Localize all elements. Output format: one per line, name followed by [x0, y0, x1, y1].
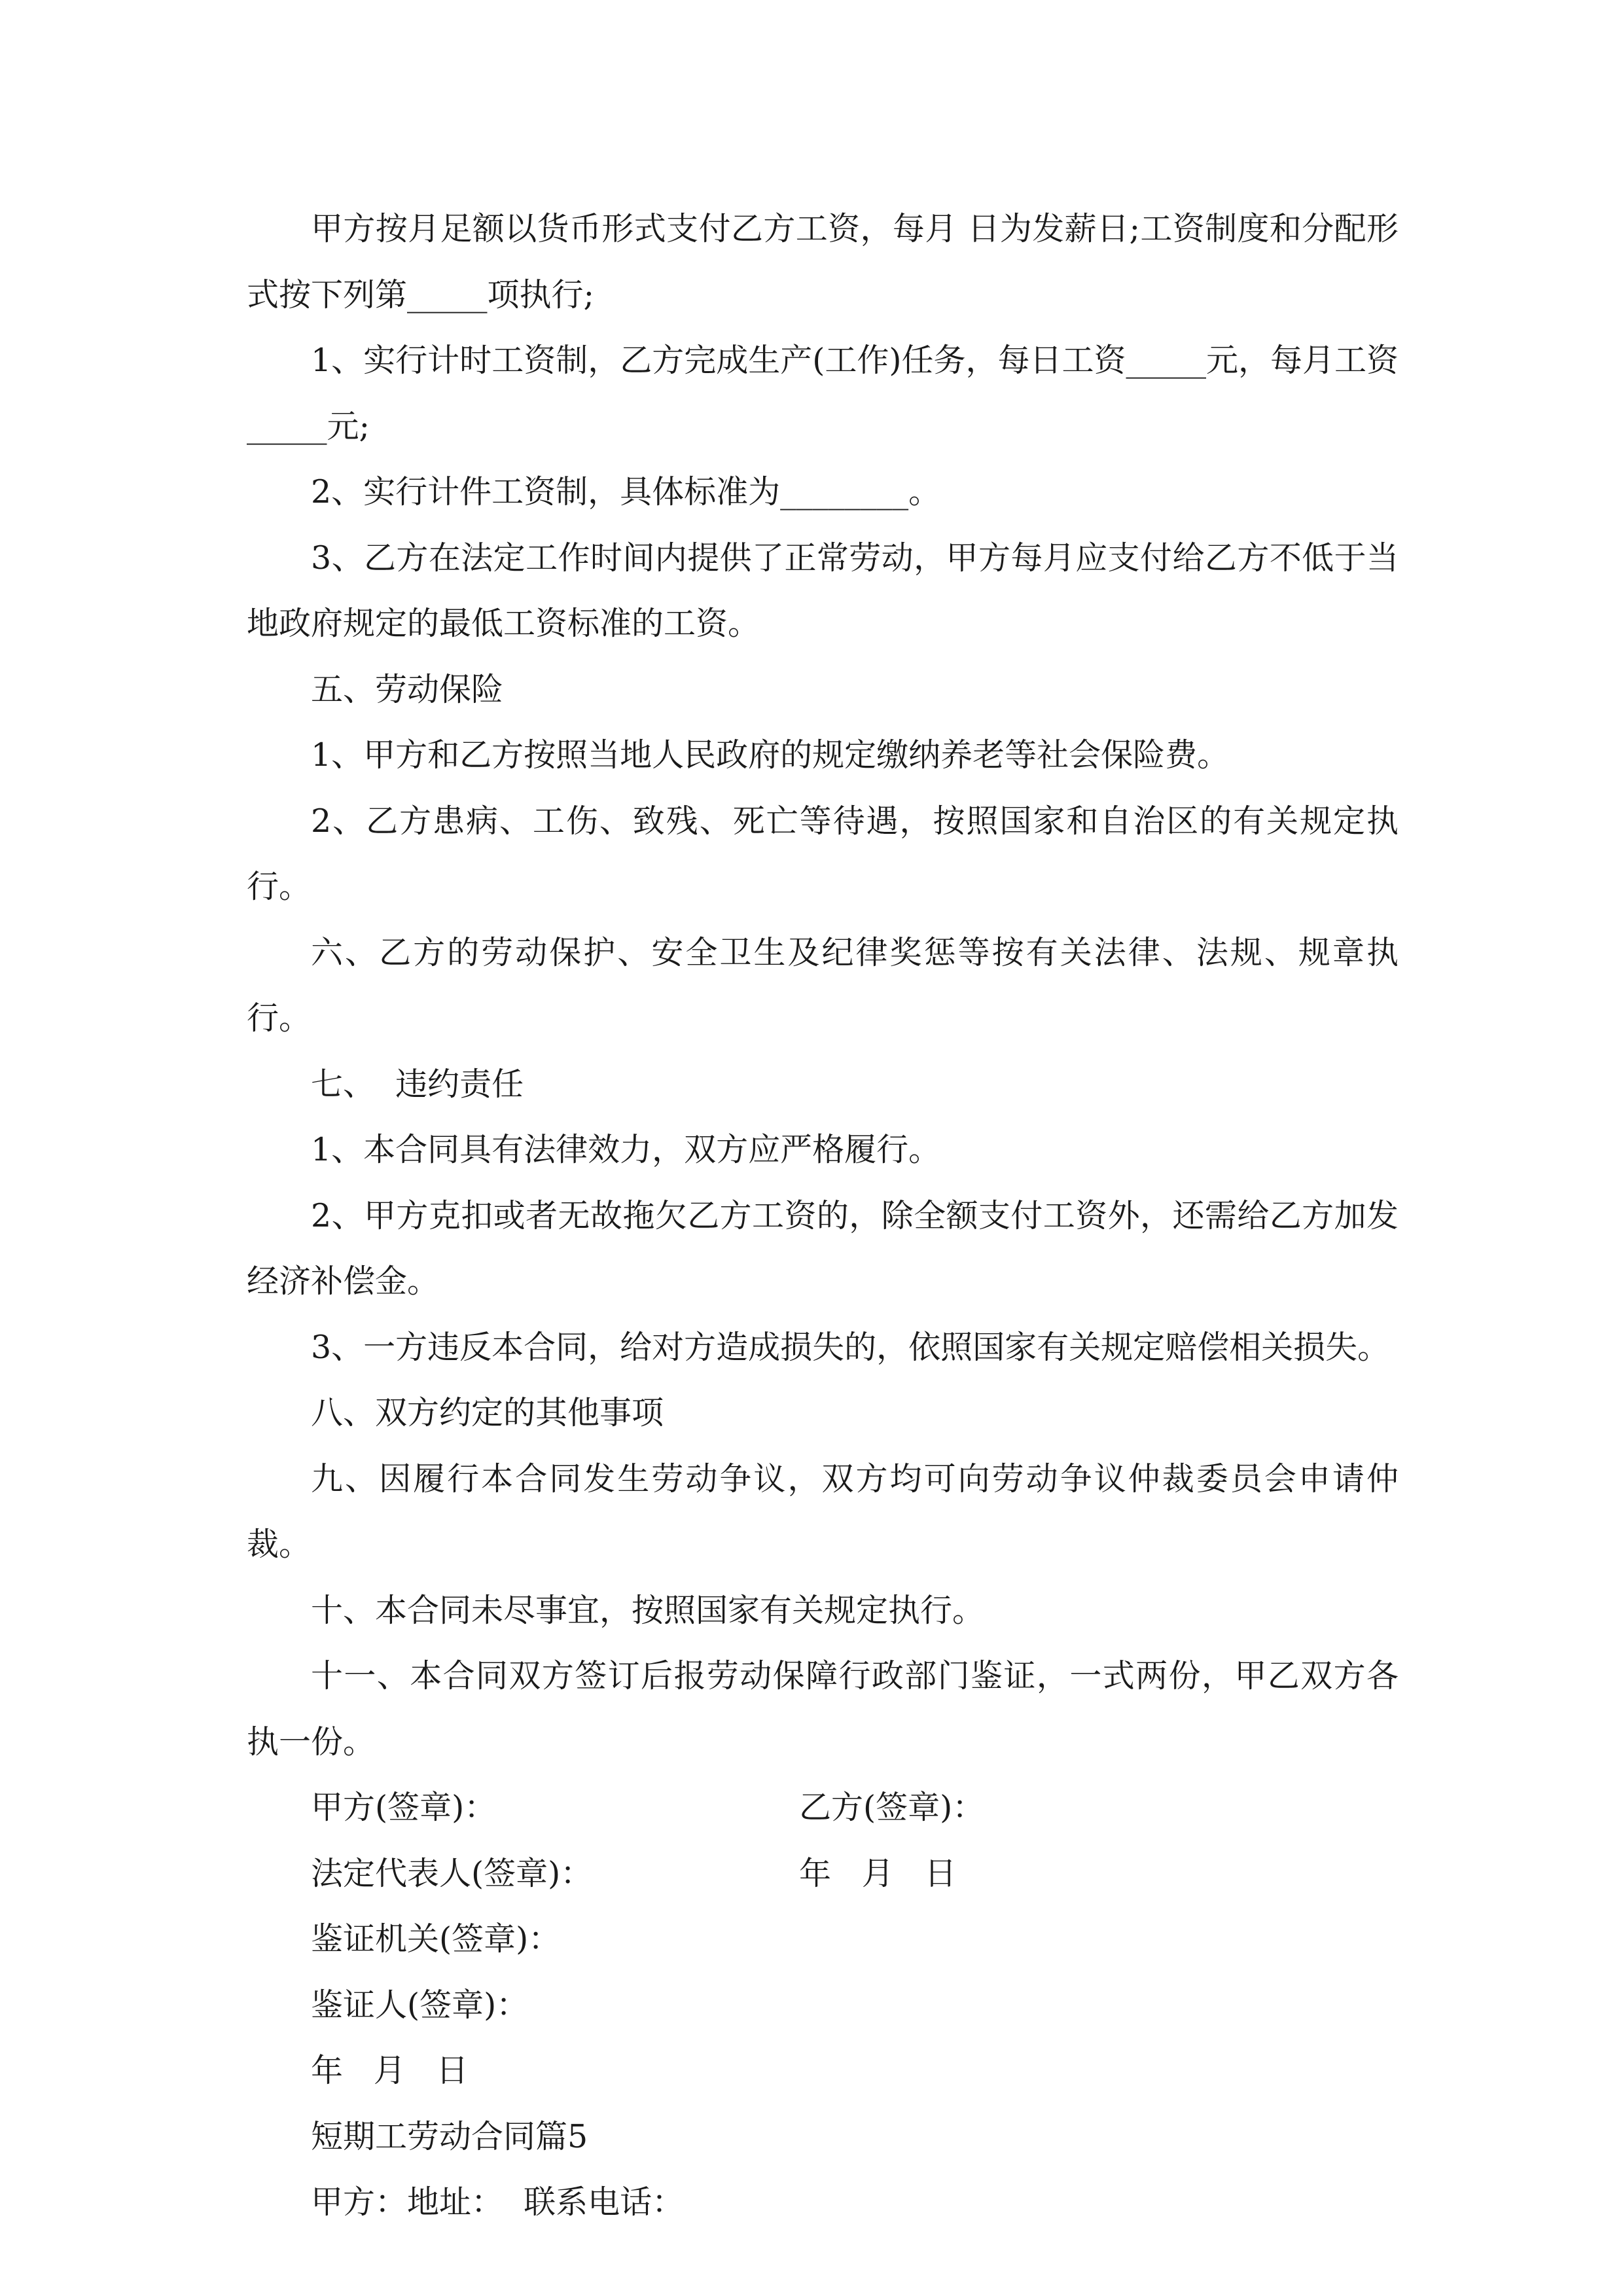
party-b-date: 年 月 日 — [799, 1854, 957, 1892]
section-heading-other-matters: 八、双方约定的其他事项 — [311, 1394, 664, 1431]
next-contract-party-line: 甲方：地址： 联系电话： — [311, 2183, 685, 2221]
verifier-signature-label: 鉴证人(签章)： — [311, 1986, 529, 2024]
section-unresolved-matters: 十、本合同未尽事宜，按照国家有关规定执行。 — [311, 1591, 985, 1629]
section-dispute-arbitration: 九、因履行本合同发生劳动争议，双方均可向劳动争议仲裁委员会申请仲裁。 — [247, 1460, 1399, 1563]
signature-row-verifier — [247, 1973, 1399, 2039]
section-labor-protection: 六、乙方的劳动保护、安全卫生及纪律奖惩等按有关法律、法规、规章执行。 — [247, 933, 1399, 1037]
section-heading-liability: 七、 违约责任 — [311, 1065, 524, 1103]
injury-benefits-paragraph: 2、乙方患病、工伤、致残、死亡等待遇，按照国家和自治区的有关规定执行。 — [247, 802, 1399, 905]
verify-org-signature-label: 鉴证机关(签章)： — [311, 1920, 561, 1958]
legal-effect-paragraph: 1、本合同具有法律效力，双方应严格履行。 — [311, 1131, 941, 1168]
social-insurance-paragraph: 1、甲方和乙方按照当地人民政府的规定缴纳养老等社会保险费。 — [311, 736, 1230, 774]
breach-compensation-paragraph: 3、一方违反本合同，给对方造成损失的，依照国家有关规定赔偿相关损失。 — [311, 1328, 1390, 1366]
signature-row-legal-rep — [247, 1841, 1399, 1907]
signature-row-verify-date — [247, 2038, 1399, 2104]
wage-arrears-paragraph: 2、甲方克扣或者无故拖欠乙方工资的，除全额支付工资外，还需给乙方加发经济补偿金。 — [247, 1196, 1399, 1300]
party-b-signature-label: 乙方(签章)： — [799, 1789, 985, 1826]
section-copies-paragraph: 十一、本合同双方签订后报劳动保障行政部门鉴证，一式两份，甲乙双方各执一份。 — [247, 1657, 1399, 1761]
next-contract-title: 短期工劳动合同篇5 — [311, 2117, 588, 2155]
contract-body — [247, 196, 1399, 2236]
signature-row-parties — [247, 1775, 1399, 1841]
party-a-signature-label: 甲方(签章)： — [311, 1789, 497, 1826]
section-heading-labor-insurance: 五、劳动保险 — [311, 670, 504, 708]
salary-payment-paragraph: 甲方按月足额以货币形式支付乙方工资，每月 日为发薪日;工资制度和分配形式按下列第_____项执行; — [247, 210, 1399, 314]
signature-row-verify-org — [247, 1907, 1399, 1973]
piece-wage-paragraph: 2、实行计件工资制，具体标准为________。 — [311, 473, 941, 511]
minimum-wage-paragraph: 3、乙方在法定工作时间内提供了正常劳动，甲方每月应支付给乙方不低于当地政府规定的最低工资标准的工资。 — [247, 539, 1399, 642]
verify-date: 年 月 日 — [311, 2052, 469, 2089]
legal-rep-signature-label: 法定代表人(签章)： — [311, 1854, 593, 1892]
hourly-wage-paragraph: 1、实行计时工资制，乙方完成生产(工作)任务，每日工资_____元，每月工资_____元; — [247, 342, 1399, 445]
